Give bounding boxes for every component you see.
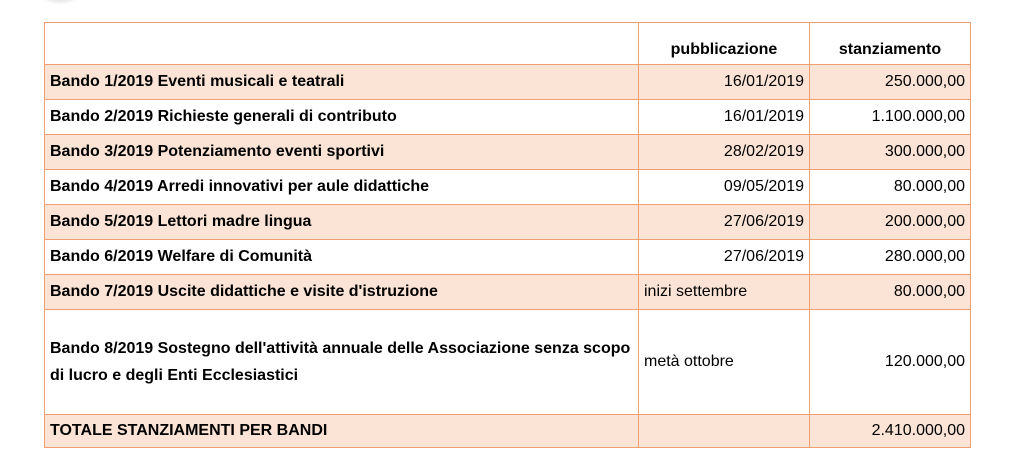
allocation-amount: 80.000,00	[810, 275, 971, 310]
publication-date: 27/06/2019	[639, 240, 810, 275]
bando-title: Bando 3/2019 Potenziamento eventi sportivi	[45, 135, 639, 170]
table-row	[45, 135, 971, 170]
bando-title: Bando 8/2019 Sostegno dell'attività annuale delle Associazione senza scopo di lucro e degli Enti Ecclesiastici	[45, 310, 639, 415]
allocation-amount: 1.100.000,00	[810, 100, 971, 135]
bando-title: Bando 2/2019 Richieste generali di contributo	[45, 100, 639, 135]
allocation-amount: 250.000,00	[810, 65, 971, 100]
publication-date: 16/01/2019	[639, 100, 810, 135]
allocation-amount: 300.000,00	[810, 135, 971, 170]
total-row	[45, 415, 971, 448]
decorative-shadow	[40, 0, 80, 4]
bando-title: Bando 1/2019 Eventi musicali e teatrali	[45, 65, 639, 100]
table-row	[45, 275, 971, 310]
publication-date: 27/06/2019	[639, 205, 810, 240]
total-publication	[639, 415, 810, 448]
bando-title: Bando 5/2019 Lettori madre lingua	[45, 205, 639, 240]
publication-date: 28/02/2019	[639, 135, 810, 170]
header-pubblicazione: pubblicazione	[639, 23, 810, 65]
publication-date: metà ottobre	[639, 310, 810, 415]
bando-title: Bando 6/2019 Welfare di Comunità	[45, 240, 639, 275]
total-amount: 2.410.000,00	[810, 415, 971, 448]
table-row	[45, 100, 971, 135]
publication-date: 09/05/2019	[639, 170, 810, 205]
table-row	[45, 310, 971, 415]
bando-title: Bando 7/2019 Uscite didattiche e visite d'istruzione	[45, 275, 639, 310]
table-row	[45, 240, 971, 275]
header-stanziamento: stanziamento	[810, 23, 971, 65]
header-bando	[45, 23, 639, 65]
allocation-amount: 120.000,00	[810, 310, 971, 415]
funding-table	[44, 22, 971, 448]
total-label: TOTALE STANZIAMENTI PER BANDI	[45, 415, 639, 448]
table-row	[45, 205, 971, 240]
table-row	[45, 65, 971, 100]
publication-date: inizi settembre	[639, 275, 810, 310]
bando-title: Bando 4/2019 Arredi innovativi per aule didattiche	[45, 170, 639, 205]
publication-date: 16/01/2019	[639, 65, 810, 100]
allocation-amount: 80.000,00	[810, 170, 971, 205]
table-row	[45, 170, 971, 205]
table-header-row	[45, 23, 971, 65]
allocation-amount: 200.000,00	[810, 205, 971, 240]
allocation-amount: 280.000,00	[810, 240, 971, 275]
